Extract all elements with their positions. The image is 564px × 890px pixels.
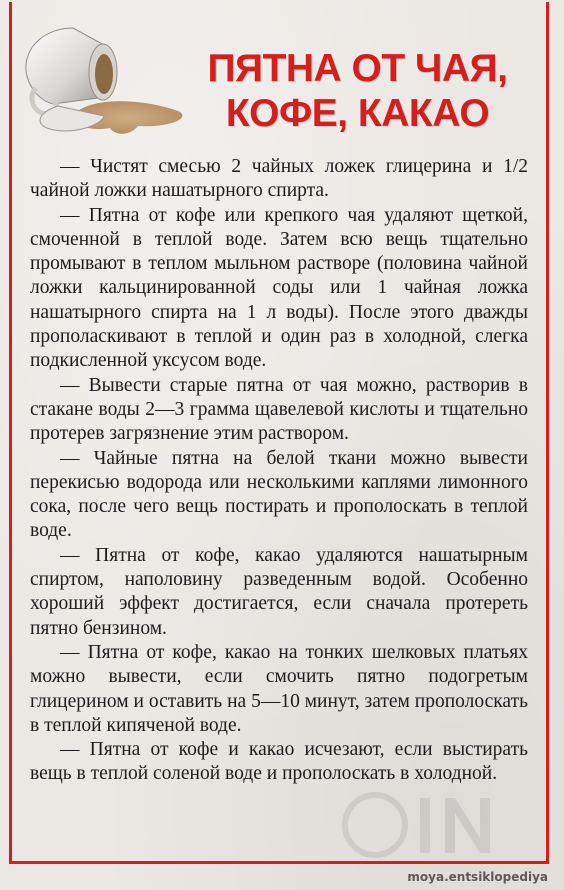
paragraph: — Пятна от кофе или крепкого чая удаляют щеткой, смоченной в теплой воде. Затем всю вещь тщательно промывают в теплом мыльном растворе (половина чайной ложки кальцинированной соды или 1 чайная ложка нашатырного спирта на 1 л воды). После этого дважды прополаскивают в теплой и один раз в холодной, слегка подкисленной уксусом воде.	[30, 204, 528, 372]
spilled-cup-icon	[18, 16, 198, 166]
paragraph: — Чистят смесью 2 чайных ложек глицерина и 1/2 чайной ложки нашатырного спирта.	[30, 156, 528, 202]
paragraph: — Пятна от кофе, какао удаляются нашатырным спиртом, наполовину разведенным водой. Особенно хороший эффект достигается, если сначала протереть пятно бензином.	[30, 544, 528, 639]
article-title	[180, 46, 535, 136]
pin-logo-icon	[330, 780, 560, 870]
watermark-bar	[0, 866, 564, 890]
paragraph: — Чайные пятна на белой ткани можно вывести перекисью водорода или несколькими каплями лимонного сока, после чего вещь постирать и прополоскать в теплой воде.	[30, 447, 528, 542]
title-line-2: КОФЕ, КАКАО	[225, 92, 490, 135]
paragraph: — Пятна от кофе и какао исчезают, если выстирать вещь в теплой соленой воде и прополоскать в холодной.	[30, 739, 528, 785]
paragraph: — Пятна от кофе, какао на тонких шелковых платьях можно вывести, если смочить пятно подогретым глицерином и оставить на 5—10 минут, затем прополоскать в теплой кипяченой воде.	[30, 641, 528, 736]
watermark-text: moya.entsiklopediya	[407, 870, 548, 884]
paragraph: — Вывести старые пятна от чая можно, растворив в стакане воды 2—3 грамма щавелевой кислоты и тщательно протерев загрязнение этим раствором.	[30, 374, 528, 445]
article-body	[30, 155, 528, 787]
title-line-1: ПЯТНА ОТ ЧАЯ,	[207, 47, 508, 90]
